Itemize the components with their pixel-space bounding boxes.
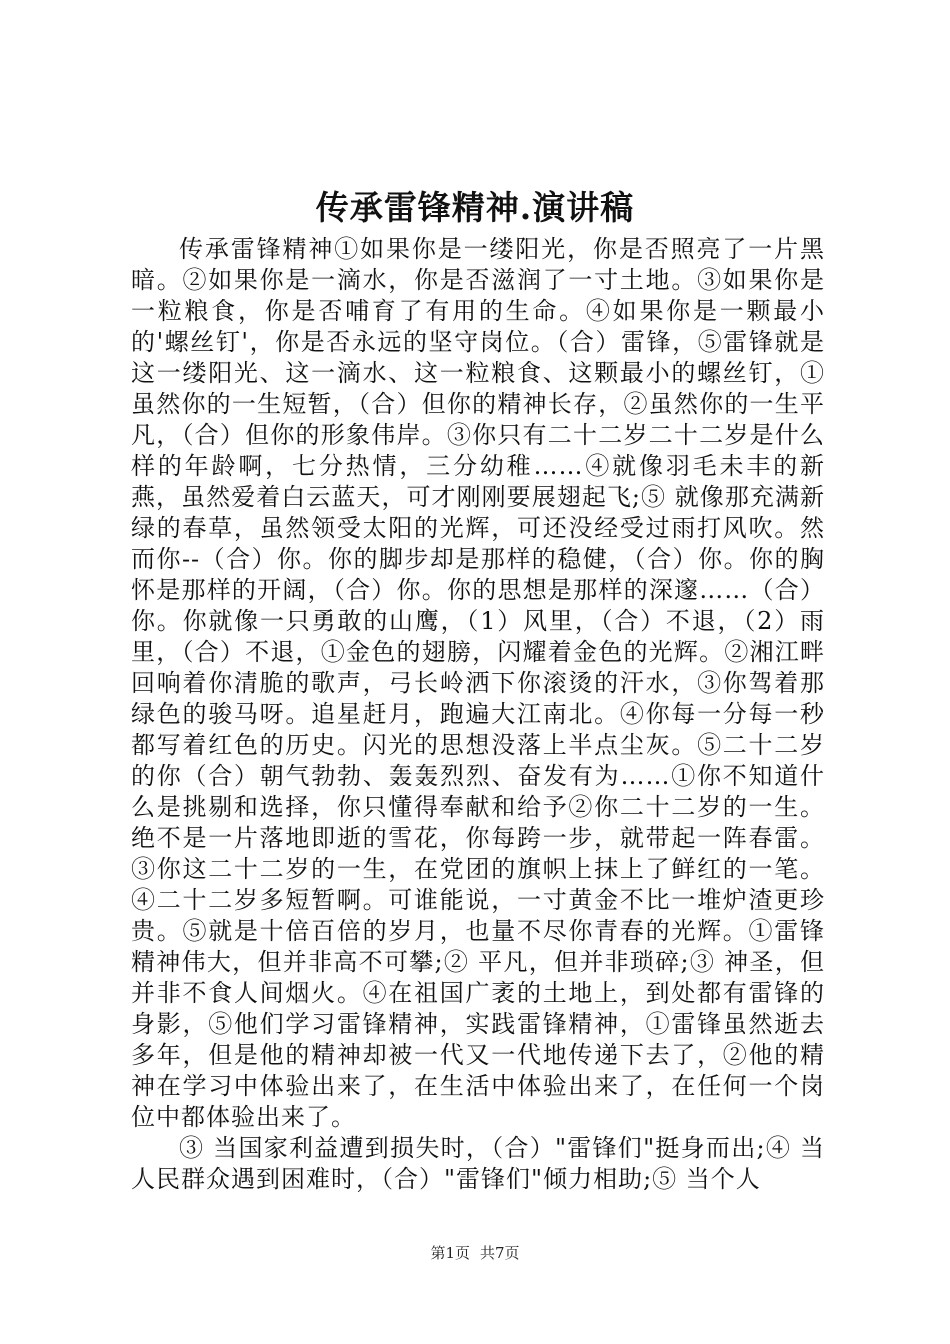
body-paragraph-2: ③ 当国家利益遭到损失时，（合）"雷锋们"挺身而出;④ 当人民群众遇到困难时，（合）"雷锋们"倾力相助;⑤ 当个人 <box>131 1134 825 1193</box>
page-number: 第1页 <box>430 1244 470 1262</box>
body-paragraph-1: 传承雷锋精神①如果你是一缕阳光，你是否照亮了一片黑暗。②如果你是一滴水，你是否滋润了一寸土地。③如果你是一粒粮食，你是否哺育了有用的生命。④如果你是一颗最小的'螺丝钉'，你是否永远的坚守岗位。（合）雷锋，⑤雷锋就是这一缕阳光、这一滴水、这一粒粮食、这颗最小的螺丝钉，①虽然你的一生短暂，（合）但你的精神长存，②虽然你的一生平凡，（合）但你的形象伟岸。③你只有二十二岁二十二岁是什么样的年龄啊，七分热情，三分幼稚……④就像羽毛未丰的新燕，虽然爱着白云蓝天，可才刚刚要展翅起飞;⑤ 就像那充满新绿的春草，虽然领受太阳的光辉，可还没经受过雨打风吹。然而你--（合）你。你的脚步却是那样的稳健，（合）你。你的胸怀是那样的开阔，（合）你。你的思想是那样的深邃……（合）你。你就像一只勇敢的山鹰，（1）风里，（合）不退，（2）雨里，（合）不退，①金色的翅膀，闪耀着金色的光辉。②湘江畔回响着你清脆的歌声，弓长岭洒下你滚烫的汗水，③你驾着那绿色的骏马呀。追星赶月，跑遍大江南北。④你每一分每一秒都写着红色的历史。闪光的思想没落上半点尘灰。⑤二十二岁的你（合）朝气勃勃、轰轰烈烈、奋发有为……①你不知道什么是挑剔和选择，你只懂得奉献和给予②你二十二岁的一生。绝不是一片落地即逝的雪花，你每跨一步，就带起一阵春雷。③你这二十二岁的一生，在党团的旗帜上抹上了鲜红的一笔。④二十二岁多短暂啊。可谁能说，一寸黄金不比一堆炉渣更珍贵。⑤就是十倍百倍的岁月，也量不尽你青春的光辉。①雷锋精神伟大，但并非高不可攀;② 平凡，但并非琐碎;③ 神圣，但并非不食人间烟火。④在祖国广袤的土地上，到处都有雷锋的身影，⑤他们学习雷锋精神，实践雷锋精神，①雷锋虽然逝去多年，但是他的精神却被一代又一代地传递下去了，②他的精神在学习中体验出来了，在生活中体验出来了，在任何一个岗位中都体验出来了。 <box>131 235 825 1131</box>
document-body <box>131 234 825 1195</box>
page-footer <box>0 1243 950 1263</box>
document-title: 传承雷锋精神.演讲稿 <box>315 188 635 227</box>
page-total: 共7页 <box>480 1244 520 1262</box>
